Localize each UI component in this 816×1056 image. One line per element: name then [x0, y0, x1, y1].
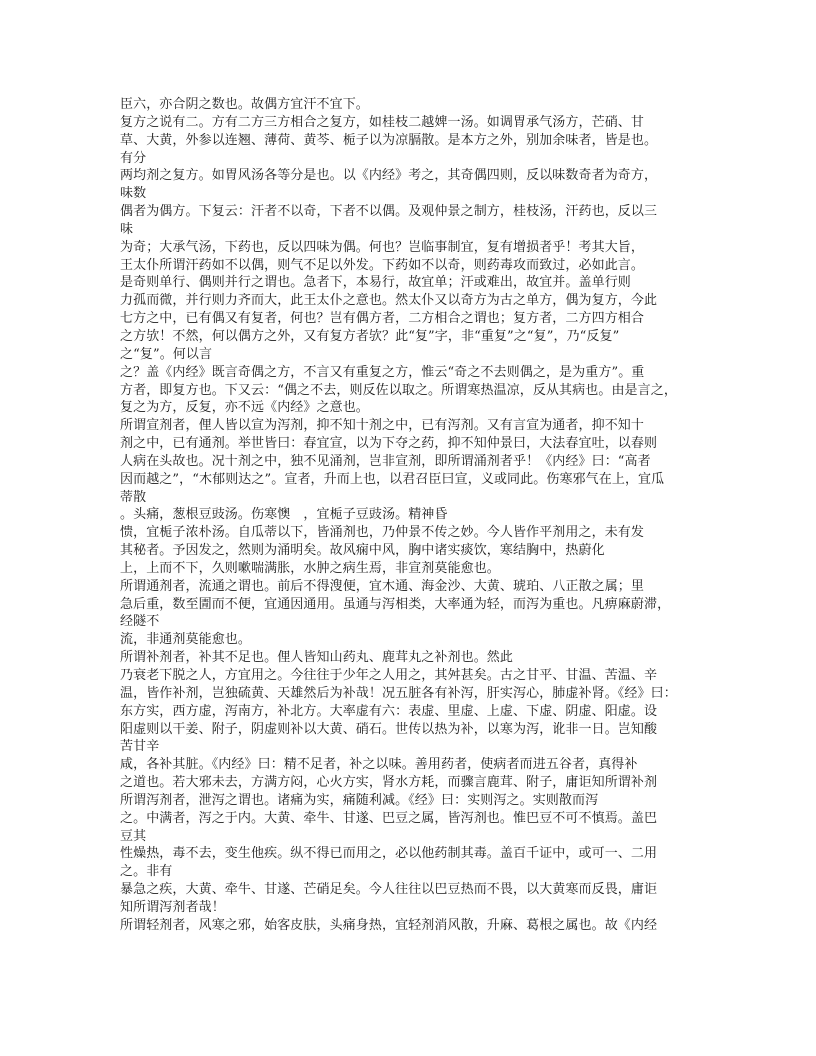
text-line: 豆其	[120, 828, 147, 844]
text-line: 东方实，西方虚，泻南方，补北方。大率虚有六：表虚、里虚、上虚、下虚、阴虚、阳虚。设	[120, 703, 658, 719]
text-line: 臣六，亦合阴之数也。故偶方宜汗不宜下。	[120, 97, 369, 112]
text-line: 王太仆所谓汗药如不以偶，则气不足以外发。下药如不以奇，则药毒攻而致过，必如此言。	[120, 257, 645, 273]
text-line: 之。中满者，泻之于内。大黄、牵牛、甘遂、巴豆之属，皆泻剂也。惟巴豆不可不慎焉。盖巴	[120, 810, 658, 826]
text-line: 七方之中，已有偶又有复者，何也？岂有偶方者，二方相合之谓也；复方者，二方四方相合	[120, 311, 645, 327]
text-line: 为奇；大承气汤，下药也，反以四味为偶。何也？岂临事制宜，复有增损者乎！考其大旨，	[120, 239, 645, 255]
text-line: 草、大黄，外参以连翘、薄荷、黄芩、栀子以为凉膈散。是本方之外，别加余味者，皆是也。	[120, 132, 658, 148]
text-line: 咸，各补其脏。《内经》曰：精不足者，补之以味。善用药者，使病者而进五谷者，真得补	[120, 757, 638, 773]
text-line: 所谓轻剂者，风寒之邪，始客皮肤，头痛身热，宜轻剂消风散，升麻、葛根之属也。故《内经	[120, 917, 658, 933]
text-line: 之“复”。何以言	[120, 346, 213, 362]
text-line: 愦，宜栀子浓朴汤。自瓜蒂以下，皆涌剂也，乃仲景不传之妙。今人皆作平剂用之，未有发	[120, 525, 645, 541]
text-line: 上，上而不下，久则嗽喘满胀，水肿之病生焉，非宣剂莫能愈也。	[120, 560, 500, 576]
text-line: 苦甘辛	[120, 739, 160, 755]
text-line: 知所谓泻剂者哉！	[120, 899, 225, 915]
text-line: 力孤而微，并行则力齐而大，此王太仆之意也。然太仆又以奇方为古之单方，偶为复方，今此	[120, 293, 658, 309]
text-line: 人病在头故也。况十剂之中，独不见涌剂，岂非宣剂，即所谓涌剂者乎！《内经》曰：“高者	[120, 453, 651, 469]
document-page	[120, 96, 702, 935]
text-line: 急后重，数至圊而不便，宜通因通用。虽通与泻相类，大率通为轻，而泻为重也。凡痹麻蔚滞，	[120, 596, 671, 612]
text-line: 乃衰老下脱之人，方宜用之。今往往于少年之人用之，其舛甚矣。古之甘平、甘温、苦温、辛	[120, 668, 658, 683]
text-line: 方者，即复方也。下又云：“偶之不去，则反佐以取之。所谓寒热温凉，反从其病也。由是言之，	[120, 382, 677, 398]
text-line: 所谓宣剂者，俚人皆以宣为泻剂，抑不知十剂之中，已有泻剂。又有言宣为通者，抑不知十	[120, 418, 645, 434]
text-line: 性燥热，毒不去，变生他疾。纵不得已而用之，必以他药制其毒。盖百千证中，或可一、二用	[120, 846, 658, 862]
text-line: 之？盖《内经》既言奇偶之方，不言又有重复之方，惟云“奇之不去则偶之，是为重方”。重	[120, 364, 645, 380]
text-line: 味	[120, 221, 134, 237]
text-line: 两均剂之复方。如胃风汤各等分是也。以《内经》考之，其奇偶四则，反以味数奇者为奇方，	[120, 168, 658, 184]
text-line: 所谓通剂者，流通之谓也。前后不得溲便，宜木通、海金沙、大黄、琥珀、八正散之属；里	[120, 578, 645, 594]
text-line: 因而越之”，“木郁则达之”。宣者，升而上也，以君召臣曰宣，义或同此。伤寒邪气在上，宜瓜	[120, 471, 665, 487]
text-line: 之道也。若大邪未去，方满方闷，心火方实，肾水方耗，而骤言鹿茸、附子，庸讵知所谓补剂	[120, 775, 658, 791]
text-line: 流，非通剂莫能愈也。	[120, 632, 252, 648]
text-line: 复方之说有二。方有二方三方相合之复方，如桂枝二越婢一汤。如调胃承气汤方，芒硝、甘	[120, 114, 645, 130]
text-line: 其秘者。予因发之，然则为涌明矣。故风痫中风，胸中诸实痰饮，寒结胸中，热蔚化	[120, 543, 605, 559]
text-line: 有分	[120, 150, 147, 166]
text-line: 之。非有	[120, 864, 173, 880]
text-line: 所谓泻剂者，泄泻之谓也。诸痛为实，痛随利减。《经》曰：实则泻之。实则散而泻	[120, 792, 599, 808]
text-line: 复之为方，反复，亦不远《内经》之意也。	[120, 400, 369, 416]
text-line: 是奇则单行、偶则并行之谓也。急者下，本易行，故宜单；汗或难出，故宜并。盖单行则	[120, 275, 631, 291]
text-line: 味数	[120, 186, 147, 202]
text-line: 温，皆作补剂，岂独硫黄、天雄然后为补哉！况五脏各有补泻，肝实泻心，肺虚补肾。《经》曰：	[120, 685, 677, 701]
text-line: 暴急之疾，大黄、牵牛、甘遂、芒硝足矣。今人往往以巴豆热而不畏，以大黄寒而反畏，庸讵	[120, 882, 658, 898]
text-line: 剂之中，已有通剂。举世皆曰：春宜宣，以为下夺之药，抑不知仲景曰，大法春宜吐，以春则	[120, 436, 658, 452]
text-line: 偶者为偶方。下复云：汗者不以奇，下者不以偶。及观仲景之制方，桂枝汤，汗药也，反以三	[120, 204, 658, 220]
text-line: 阳虚则以干姜、附子，阴虚则补以大黄、硝石。世传以热为补，以寒为泻，讹非一日。岂知酸	[120, 721, 658, 737]
text-line: 之方欤！不然，何以偶方之外，又有复方者欤？此“复”字，非“重复”之“复”，乃“反复”	[120, 328, 620, 344]
text-line: 经隧不	[120, 614, 160, 630]
text-line: 。头痛，葱根豆豉汤。伤寒懊 ，宜栀子豆豉汤。精神昏	[120, 507, 448, 523]
text-line: 蒂散	[120, 489, 147, 505]
text-line: 所谓补剂者，补其不足也。俚人皆知山药丸、鹿茸丸之补剂也。然此	[120, 650, 514, 666]
